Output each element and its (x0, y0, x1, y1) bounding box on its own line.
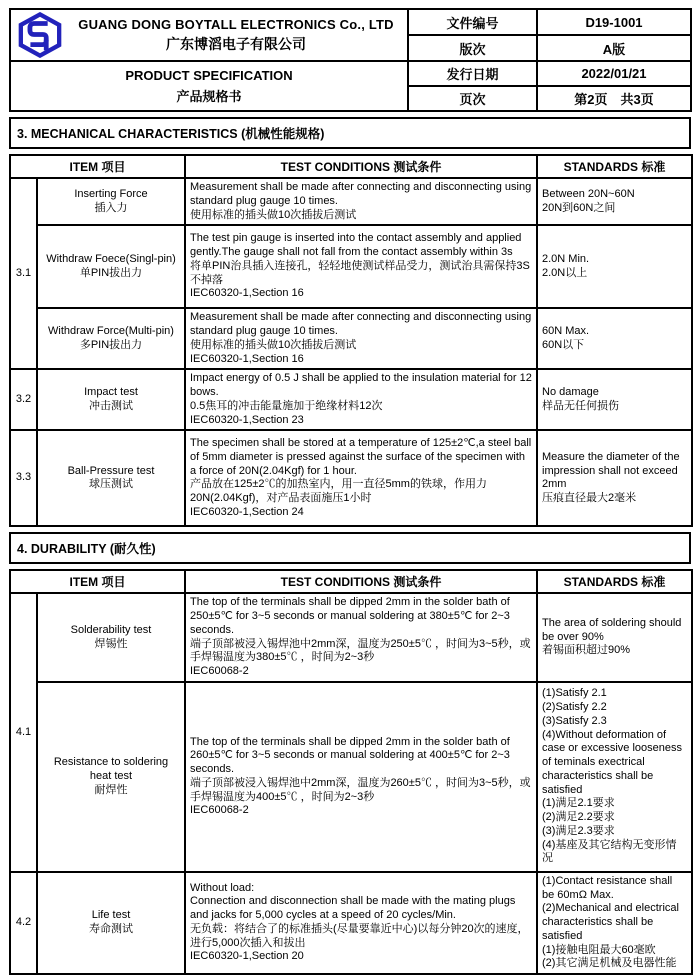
table-row (10, 9, 691, 35)
section-4-title: 4. DURABILITY (耐久性) (9, 532, 691, 564)
company-name-en: GUANG DONG BOYTALL ELECTRONICS Co., LTD (78, 16, 394, 32)
column-header-test-conditions: TEST CONDITIONS 测试条件 (185, 155, 537, 178)
column-header-standards: STANDARDS 标准 (537, 570, 692, 593)
test-line: The test pin gauge is inserted into the contact assembly and applied gently.The gauge shall not fall from the contact assembly within 3s (190, 232, 522, 259)
column-header-standards: STANDARDS 标准 (537, 155, 692, 178)
item-name-cn: 多PIN拔出力 (79, 338, 143, 351)
item-cell (37, 593, 185, 682)
item-name-en: Resistance to soldering heat test (53, 756, 169, 782)
standard-line: (1)Satisfy 2.1 (542, 687, 607, 700)
standards-cell (537, 593, 692, 682)
standards-cell (537, 308, 692, 369)
item-cell (37, 308, 185, 369)
item-name-en: Inserting Force (74, 187, 148, 200)
test-line: IEC60320-1,Section 24 (190, 505, 304, 518)
company-cell (10, 9, 408, 61)
item-name-en: Withdraw Foece(Singl-pin) (46, 253, 176, 265)
doc-number-label: 文件编号 (408, 9, 537, 35)
mechanical-characteristics-table (9, 154, 693, 527)
test-line: 将单PIN治具插入连接孔，轻轻地使测试样品受力，测试治具需保持3S不掉落 (190, 259, 530, 286)
standards-cell (537, 872, 692, 974)
test-line: 端子顶部被浸入锡焊池中2mm深，温度为250±5℃ ，时间为3~5秒，或手焊锡温度为380±5℃ ，时间为2~3秒 (190, 637, 531, 664)
test-conditions-cell (185, 682, 537, 872)
table-row (10, 369, 692, 430)
test-line: IEC60320-1,Section 23 (190, 413, 304, 426)
item-number: 3.1 (10, 178, 37, 369)
item-cell (37, 682, 185, 872)
doc-title-en: PRODUCT SPECIFICATION (125, 67, 293, 83)
standard-line: 压痕直径最大2毫米 (542, 492, 637, 504)
item-name-cn: 焊锡性 (94, 637, 128, 650)
standard-line: (2)Satisfy 2.2 (542, 701, 607, 714)
item-number: 3.2 (10, 369, 37, 430)
test-line: Measurement shall be made after connecting and disconnecting using standard plug gauge 10 times. (190, 181, 532, 207)
column-header-item: ITEM 项目 (10, 570, 185, 593)
test-conditions-cell (185, 593, 537, 682)
test-line: Connection and disconnection shall be made with the mating plugs and jacks for 5,000 cycles at a speed of 20 cycles/Min. (190, 895, 516, 922)
test-line: Without load: (190, 881, 255, 894)
test-line: 使用标准的插头做10次插拔后测试 (190, 208, 357, 221)
test-conditions-cell (185, 430, 537, 526)
standard-line: No damage (542, 386, 599, 398)
item-number: 4.1 (10, 593, 37, 872)
standards-cell (537, 178, 692, 225)
standard-line: 20N到60N之间 (542, 201, 616, 214)
standards-cell (537, 682, 692, 872)
standard-line: 着锡面积超过90% (542, 644, 631, 657)
table-row (10, 225, 692, 308)
item-cell (37, 178, 185, 225)
standard-line: (2)Mechanical and electrical characteristics shall be satisfied (542, 902, 679, 942)
standard-line: (1)接触电阻最大60毫欧 (542, 943, 656, 956)
item-name-en: Solderability test (70, 623, 152, 636)
item-cell (37, 872, 185, 974)
standard-line: Measure the diameter of the impression shall not exceed 2mm (542, 450, 680, 491)
test-line: IEC60320-1,Section 16 (190, 287, 304, 300)
standard-line: (2)满足2.2要求 (542, 811, 615, 824)
test-line: IEC60068-2 (190, 804, 249, 817)
table-row (10, 178, 692, 225)
standard-line: 60N Max. (542, 325, 590, 337)
item-name-en: Ball-Pressure test (67, 464, 155, 477)
revision-value: A版 (537, 35, 691, 61)
table-header-row (10, 155, 692, 178)
standards-cell (537, 225, 692, 308)
page-number-value: 第2页 共3页 (537, 86, 691, 111)
table-header-row (10, 570, 692, 593)
company-logo-icon (17, 12, 63, 58)
standard-line: 2.0N Min. (542, 253, 590, 265)
issue-date-label: 发行日期 (408, 61, 537, 86)
durability-table (9, 569, 693, 975)
table-row (10, 682, 692, 872)
test-conditions-cell (185, 872, 537, 974)
table-row (10, 308, 692, 369)
company-name-cn: 广东博滔电子有限公司 (166, 35, 306, 52)
table-row (10, 61, 691, 86)
item-name-cn: 寿命测试 (89, 922, 133, 935)
test-conditions-cell (185, 178, 537, 225)
document-header-table (9, 8, 692, 112)
item-name-cn: 球压测试 (89, 478, 133, 491)
item-cell (37, 225, 185, 308)
test-line: IEC60068-2 (190, 665, 249, 677)
doc-title-cell (10, 61, 408, 111)
page-number-label: 页次 (408, 86, 537, 111)
test-conditions-cell (185, 308, 537, 369)
standard-line: (3)满足2.3要求 (542, 824, 615, 837)
test-line: The specimen shall be stored at a temperature of 125±2℃,a steel ball of 5mm diameter is pressed against the surface of the specimen with a force of 20N(2.04Kgf) for 1 hour. (190, 437, 532, 477)
item-name-cn: 冲击测试 (89, 399, 133, 412)
column-header-item: ITEM 项目 (10, 155, 185, 178)
standard-line: (4)基座及其它结构无变形情况 (542, 838, 677, 865)
test-line: IEC60320-1,Section 20 (190, 950, 304, 963)
item-cell (37, 430, 185, 526)
item-name-cn: 插入力 (94, 201, 128, 214)
standard-line: 样品无任何损伤 (542, 399, 619, 412)
test-line: 使用标准的插头做10次插拔后测试 (190, 338, 357, 351)
standard-line: 2.0N以上 (542, 266, 588, 279)
test-line: 产品放在125±2℃的加热室内，用一直径5mm的铁球，作用力20N(2.04Kgf)，对产品表面施压1小时 (190, 478, 487, 504)
table-row (10, 872, 692, 974)
table-row (10, 593, 692, 682)
revision-label: 版次 (408, 35, 537, 61)
standard-line: (2)其它满足机械及电器性能 (542, 957, 677, 970)
standard-line: (1)满足2.1要求 (542, 797, 615, 810)
item-number: 4.2 (10, 872, 37, 974)
standards-cell (537, 430, 692, 526)
test-line: The top of the terminals shall be dipped 2mm in the solder bath of 250±5℃ for 3~5 seconds or manual soldering at 380±5℃ for 2~3 seconds. (190, 596, 510, 636)
section-3-title: 3. MECHANICAL CHARACTERISTICS (机械性能规格) (9, 117, 691, 149)
test-line: Impact energy of 0.5 J shall be applied to the insulation material for 12 bows. (190, 372, 532, 398)
test-line: The top of the terminals shall be dipped 2mm in the solder bath of 260±5℃ for 3~5 seconds or manual soldering at 400±5℃ for 2~3 seconds. (190, 735, 510, 775)
standards-cell (537, 369, 692, 430)
test-conditions-cell (185, 225, 537, 308)
standard-line: Between 20N~60N (542, 187, 635, 200)
test-line: 端子顶部被浸入锡焊池中2mm深，温度为260±5℃ ，时间为3~5秒，或手焊锡温度为400±5℃ ，时间为2~3秒 (190, 776, 531, 803)
item-name-en: Withdraw Force(Multi-pin) (48, 325, 174, 337)
test-line: IEC60320-1,Section 16 (190, 352, 304, 365)
table-row (10, 430, 692, 526)
test-line: 无负载：将结合了的标准插头(尽量要靠近中心)以每分钟20次的速度，进行5,000次插入和拔出 (190, 922, 529, 949)
item-number: 3.3 (10, 430, 37, 526)
item-name-cn: 单PIN拔出力 (79, 266, 143, 279)
item-cell (37, 369, 185, 430)
standard-line: The area of soldering should be over 90% (542, 616, 682, 643)
column-header-test-conditions: TEST CONDITIONS 测试条件 (185, 570, 537, 593)
standard-line: (4)Without deformation of case or excessive looseness of teminals exectrical characteristics shall be satisfied (542, 728, 683, 796)
standard-line: (3)Satisfy 2.3 (542, 714, 607, 727)
item-name-en: Impact test (84, 386, 138, 398)
issue-date-value: 2022/01/21 (537, 61, 691, 86)
standard-line: (1)Contact resistance shall be 60mΩ Max. (542, 874, 673, 901)
item-name-en: Life test (91, 909, 131, 922)
test-line: Measurement shall be made after connecting and disconnecting using standard plug gauge 10 times. (190, 311, 532, 337)
doc-title-cn: 产品规格书 (176, 88, 242, 104)
doc-number-value: D19-1001 (537, 9, 691, 35)
test-conditions-cell (185, 369, 537, 430)
test-line: 0.5焦耳的冲击能量施加于绝缘材料12次 (190, 399, 383, 412)
standard-line: 60N以下 (542, 338, 585, 351)
item-name-cn: 耐焊性 (94, 783, 128, 796)
